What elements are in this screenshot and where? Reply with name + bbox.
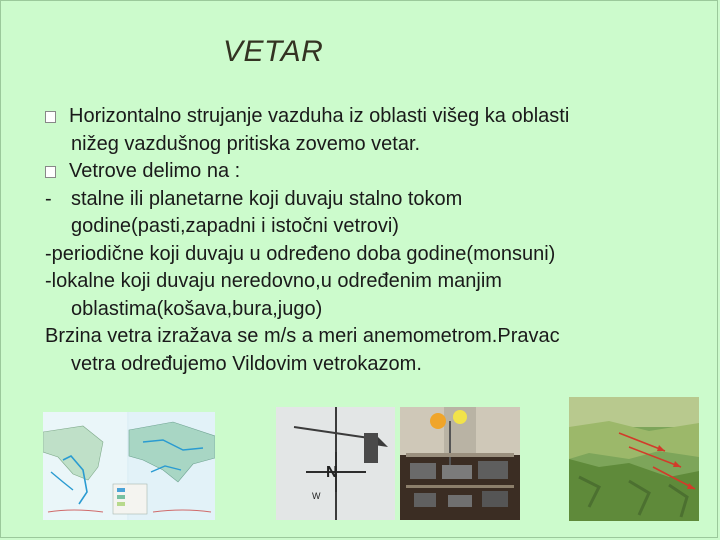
text-line: Horizontalno strujanje vazduha iz oblasti višeg ka oblasti: [69, 105, 570, 127]
slide-body: [45, 103, 705, 378]
local-winds-map-image: [569, 397, 699, 521]
checkbox-bullet-icon: [45, 166, 56, 178]
paragraph-measurement: Brzina vetra izražava se m/s a meri anemometrom.Pravac: [45, 325, 560, 347]
svg-text:W: W: [312, 491, 321, 501]
text-line: Vetrove delimo na :: [69, 160, 241, 182]
anemometer-image: [400, 407, 520, 520]
checkbox-bullet-icon: [45, 111, 56, 123]
paragraph-classification: [45, 158, 705, 186]
text-line: nižeg vazdušnog pritiska zovemo vetar.: [71, 132, 421, 155]
list-item-permanent-winds: [45, 186, 705, 214]
list-item-periodic-winds: -periodične koji duvaju u određeno doba godine(monsuni): [45, 242, 556, 265]
wind-vane-image: [276, 407, 395, 520]
svg-text:N: N: [326, 464, 338, 481]
text-line: stalne ili planetarne koji duvaju stalno tokom: [71, 187, 463, 210]
text-line: godine(pasti,zapadni i istočni vetrovi): [71, 215, 399, 237]
text-line: vetra određujemo Vildovim vetrokazom.: [71, 352, 422, 375]
dash-marker: -: [45, 187, 52, 210]
paragraph-definition: [45, 103, 705, 131]
slide-title: VETAR: [223, 35, 324, 68]
monsoon-map-image: [43, 412, 215, 520]
text-line: oblastima(košava,bura,jugo): [71, 297, 323, 320]
list-item-local-winds: -lokalne koji duvaju neredovno,u određenim manjim: [45, 270, 502, 292]
